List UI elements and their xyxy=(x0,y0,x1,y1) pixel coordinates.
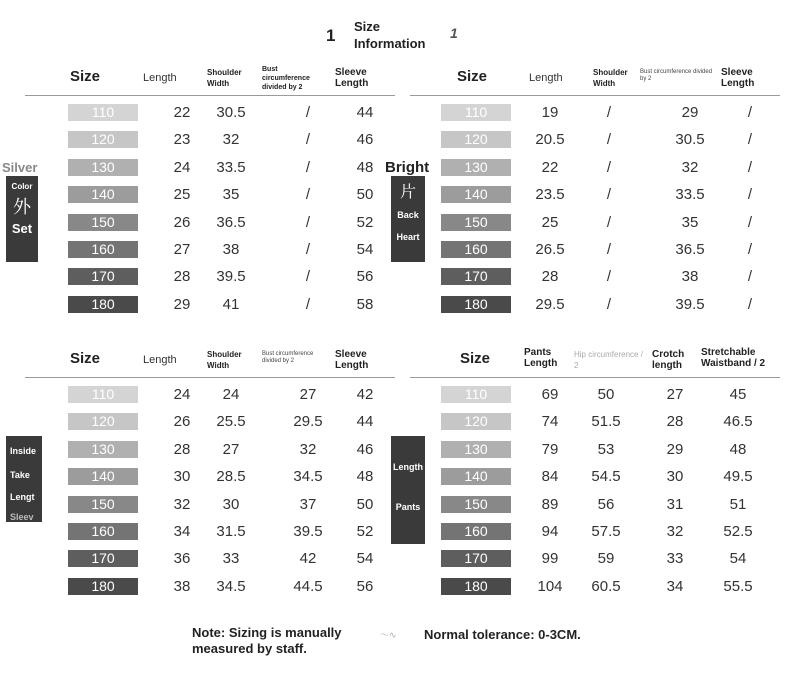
size-cell: 130 xyxy=(68,441,138,458)
sizing-note: Note: Sizing is manually measured by staff. xyxy=(192,625,342,656)
value-cell: 104 xyxy=(537,577,563,595)
header-size: Size xyxy=(70,68,101,85)
value-cell: 36.5 xyxy=(216,213,246,231)
side-label-line: Pants xyxy=(395,502,421,512)
value-cell: / xyxy=(747,131,753,149)
size-cell: 120 xyxy=(441,131,511,148)
value-cell: 36.5 xyxy=(675,241,705,258)
table-row xyxy=(405,413,785,432)
value-cell: 48 xyxy=(356,468,374,486)
value-cell: 51.5 xyxy=(591,413,621,431)
value-cell: 26 xyxy=(173,213,191,231)
value-cell: / xyxy=(606,158,612,176)
side-label-line: Take xyxy=(10,470,30,480)
size-cell: 130 xyxy=(441,441,511,458)
side-label-line: 片 xyxy=(399,184,416,201)
value-cell: 27 xyxy=(173,241,191,258)
side-label-line: Color xyxy=(11,182,33,191)
value-cell: 24 xyxy=(222,386,240,403)
value-cell: 50 xyxy=(356,186,374,204)
value-cell: 52.5 xyxy=(723,523,753,540)
header-sleeve: Sleeve Length xyxy=(335,67,369,89)
tolerance-note: Normal tolerance: 0-3CM. xyxy=(424,627,581,642)
value-cell: / xyxy=(747,158,753,176)
value-cell: 56 xyxy=(597,495,615,513)
table-header xyxy=(20,62,400,94)
value-cell: 27 xyxy=(222,440,240,458)
table-row xyxy=(20,296,400,315)
value-cell: 44 xyxy=(356,104,374,121)
size-cell: 120 xyxy=(68,413,138,430)
value-cell: / xyxy=(305,158,311,176)
value-cell: / xyxy=(606,295,612,313)
value-cell: 48 xyxy=(729,440,747,458)
value-cell: 57.5 xyxy=(591,523,621,540)
value-cell: 32 xyxy=(299,440,317,458)
header-shoulder: Shoulder Width xyxy=(593,68,628,88)
size-cell: 140 xyxy=(441,186,511,203)
value-cell: / xyxy=(747,295,753,313)
size-cell: 150 xyxy=(441,496,511,513)
table-row xyxy=(405,131,785,150)
size-cell: 180 xyxy=(441,578,511,595)
value-cell: 30.5 xyxy=(216,104,246,121)
header-sleeve: Sleeve Length xyxy=(721,67,755,89)
value-cell: 46.5 xyxy=(723,413,753,431)
table-row xyxy=(20,159,400,178)
side-label-line: Lengt xyxy=(10,492,35,502)
value-cell: / xyxy=(747,186,753,204)
size-cell: 170 xyxy=(441,268,511,285)
value-cell: 54.5 xyxy=(591,468,621,486)
header-bust: Bust circumference divided by 2 xyxy=(262,351,314,364)
value-cell: 31.5 xyxy=(216,523,246,540)
table-row xyxy=(20,441,400,460)
value-cell: 28 xyxy=(666,413,684,431)
value-cell: 79 xyxy=(541,440,559,458)
value-cell: 33.5 xyxy=(675,186,705,204)
value-cell: / xyxy=(606,186,612,204)
table-row xyxy=(405,496,785,515)
size-table-bottom-right xyxy=(405,344,785,595)
size-cell: 180 xyxy=(68,296,138,313)
header-crotch: Crotch length xyxy=(652,349,685,371)
value-cell: 24 xyxy=(173,386,191,403)
value-cell: 89 xyxy=(541,495,559,513)
table-row xyxy=(405,441,785,460)
table-row xyxy=(405,214,785,233)
value-cell: 31 xyxy=(666,495,684,513)
value-cell: 22 xyxy=(541,158,559,176)
header-bust: Bust circumference divided by 2 xyxy=(640,69,713,82)
header-shoulder: Shoulder Width xyxy=(207,68,242,88)
value-cell: 29.5 xyxy=(535,295,565,313)
value-cell: 32 xyxy=(681,158,699,176)
value-cell: 20.5 xyxy=(535,131,565,149)
size-cell: 160 xyxy=(68,241,138,258)
value-cell: 52 xyxy=(356,523,374,540)
value-cell: / xyxy=(305,213,311,231)
value-cell: 94 xyxy=(541,523,559,540)
table-row xyxy=(405,104,785,123)
value-cell: 33.5 xyxy=(216,158,246,176)
header-waistband: Stretchable Waistband / 2 xyxy=(701,347,766,369)
table-row xyxy=(20,131,400,150)
size-cell: 160 xyxy=(441,523,511,540)
value-cell: 33 xyxy=(666,550,684,568)
value-cell: 28 xyxy=(541,268,559,286)
value-cell: 38 xyxy=(222,241,240,258)
value-cell: 32 xyxy=(222,131,240,149)
title-line-2: Information xyxy=(354,36,426,51)
table-row xyxy=(20,268,400,287)
value-cell: 60.5 xyxy=(591,577,621,595)
value-cell: 74 xyxy=(541,413,559,431)
header-sleeve: Sleeve Length xyxy=(335,349,369,371)
value-cell: / xyxy=(305,186,311,204)
table-row xyxy=(20,104,400,123)
side-label-line: Inside xyxy=(10,446,37,456)
size-cell: 180 xyxy=(68,578,138,595)
value-cell: / xyxy=(747,104,753,121)
side-label-line: Heart xyxy=(396,232,420,242)
value-cell: 54 xyxy=(356,550,374,568)
table-row xyxy=(405,578,785,597)
table-row xyxy=(405,550,785,569)
decor-mark: 〜∿ xyxy=(380,630,397,640)
value-cell: 30 xyxy=(666,468,684,486)
value-cell: 28.5 xyxy=(216,468,246,486)
size-cell: 180 xyxy=(441,296,511,313)
header-length: Length xyxy=(143,72,177,84)
header-bust: Bust circumference divided by 2 xyxy=(262,66,310,91)
value-cell: 30.5 xyxy=(675,131,705,149)
table-row xyxy=(20,214,400,233)
value-cell: 36 xyxy=(173,550,191,568)
value-cell: 54 xyxy=(356,241,374,258)
value-cell: 48 xyxy=(356,158,374,176)
side-label-line: Back xyxy=(397,210,419,220)
header-length: Length xyxy=(529,72,563,84)
value-cell: 56 xyxy=(356,268,374,286)
value-cell: 46 xyxy=(356,131,374,149)
size-cell: 160 xyxy=(441,241,511,258)
table-row xyxy=(20,496,400,515)
header-divider xyxy=(410,95,780,96)
value-cell: / xyxy=(747,268,753,286)
value-cell: 39.5 xyxy=(293,523,323,540)
value-cell: 27 xyxy=(666,386,684,403)
size-cell: 160 xyxy=(68,523,138,540)
value-cell: 42 xyxy=(299,550,317,568)
table-row xyxy=(405,386,785,405)
value-cell: 25 xyxy=(541,213,559,231)
value-cell: / xyxy=(305,241,311,258)
side-label-silver xyxy=(6,176,38,262)
table-row xyxy=(20,523,400,542)
value-cell: 22 xyxy=(173,104,191,121)
table-row xyxy=(20,468,400,487)
value-cell: 52 xyxy=(356,213,374,231)
value-cell: / xyxy=(747,213,753,231)
value-cell: / xyxy=(606,213,612,231)
size-cell: 170 xyxy=(68,268,138,285)
side-label-line: Sleev xyxy=(10,512,34,522)
value-cell: 32 xyxy=(173,495,191,513)
size-table-top-left xyxy=(20,62,400,313)
table-row xyxy=(20,578,400,597)
size-cell: 140 xyxy=(68,186,138,203)
value-cell: 51 xyxy=(729,495,747,513)
title-line-1: Size xyxy=(354,19,381,34)
table-row xyxy=(20,386,400,405)
size-cell: 110 xyxy=(441,386,511,403)
value-cell: 27 xyxy=(299,386,317,403)
table-row xyxy=(405,268,785,287)
value-cell: 50 xyxy=(597,386,615,403)
size-cell: 130 xyxy=(441,159,511,176)
table-row xyxy=(405,241,785,260)
value-cell: 23 xyxy=(173,131,191,149)
table-row xyxy=(405,468,785,487)
size-cell: 150 xyxy=(441,214,511,231)
value-cell: / xyxy=(606,241,612,258)
side-label-line: Length xyxy=(393,462,423,472)
table-header xyxy=(405,344,785,376)
value-cell: 34 xyxy=(666,577,684,595)
value-cell: 34.5 xyxy=(216,577,246,595)
value-cell: 39.5 xyxy=(675,295,705,313)
size-table-bottom-left xyxy=(20,344,400,595)
value-cell: 35 xyxy=(222,186,240,204)
value-cell: 53 xyxy=(597,440,615,458)
value-cell: 55.5 xyxy=(723,577,753,595)
value-cell: 26.5 xyxy=(535,241,565,258)
value-cell: 42 xyxy=(356,386,374,403)
table-row xyxy=(405,159,785,178)
size-cell: 170 xyxy=(68,550,138,567)
size-table-top-right xyxy=(405,62,785,313)
size-cell: 110 xyxy=(68,386,138,403)
table-row xyxy=(20,413,400,432)
value-cell: 30 xyxy=(222,495,240,513)
table-row xyxy=(20,550,400,569)
value-cell: 29 xyxy=(666,440,684,458)
size-cell: 150 xyxy=(68,496,138,513)
side-label-line: 外 xyxy=(13,197,31,217)
value-cell: 39.5 xyxy=(216,268,246,286)
value-cell: 99 xyxy=(541,550,559,568)
value-cell: 25.5 xyxy=(216,413,246,431)
value-cell: 50 xyxy=(356,495,374,513)
table-row xyxy=(405,186,785,205)
size-cell: 130 xyxy=(68,159,138,176)
size-cell: 140 xyxy=(68,468,138,485)
value-cell: 30 xyxy=(173,468,191,486)
table-row xyxy=(405,523,785,542)
header-divider xyxy=(25,377,395,378)
header-size: Size xyxy=(460,350,491,367)
size-cell: 150 xyxy=(68,214,138,231)
value-cell: 24 xyxy=(173,158,191,176)
value-cell: / xyxy=(606,268,612,286)
side-label-silver-top: Silver xyxy=(2,160,38,175)
value-cell: 32 xyxy=(666,523,684,540)
value-cell: 54 xyxy=(729,550,747,568)
header-hip: Hip circumference / 2 xyxy=(574,350,643,370)
value-cell: / xyxy=(606,131,612,149)
table-header xyxy=(20,344,400,376)
header-length: Length xyxy=(143,354,177,366)
value-cell: 41 xyxy=(222,295,240,313)
value-cell: 46 xyxy=(356,440,374,458)
title-mark: 1 xyxy=(450,25,458,41)
value-cell: 44 xyxy=(356,413,374,431)
header-divider xyxy=(25,95,395,96)
side-label-pants xyxy=(391,436,425,544)
side-label-bright-top: Bright xyxy=(385,159,430,176)
value-cell: 35 xyxy=(681,213,699,231)
size-cell: 170 xyxy=(441,550,511,567)
value-cell: 84 xyxy=(541,468,559,486)
value-cell: 56 xyxy=(356,577,374,595)
header-size: Size xyxy=(70,350,101,367)
header-shoulder: Shoulder Width xyxy=(207,350,242,370)
value-cell: / xyxy=(606,104,612,121)
value-cell: / xyxy=(305,295,311,313)
value-cell: 29 xyxy=(173,295,191,313)
value-cell: 29.5 xyxy=(293,413,323,431)
value-cell: 38 xyxy=(681,268,699,286)
value-cell: 69 xyxy=(541,386,559,403)
side-label-bright xyxy=(391,176,425,262)
value-cell: 28 xyxy=(173,440,191,458)
value-cell: 34 xyxy=(173,523,191,540)
page-title xyxy=(354,18,426,52)
value-cell: 44.5 xyxy=(293,577,323,595)
table-header xyxy=(405,62,785,94)
value-cell: / xyxy=(747,241,753,258)
value-cell: 37 xyxy=(299,495,317,513)
size-cell: 120 xyxy=(441,413,511,430)
value-cell: 45 xyxy=(729,386,747,403)
value-cell: 23.5 xyxy=(535,186,565,204)
value-cell: 38 xyxy=(173,577,191,595)
side-label-line: Set xyxy=(11,221,33,236)
value-cell: 26 xyxy=(173,413,191,431)
value-cell: 58 xyxy=(356,295,374,313)
value-cell: / xyxy=(305,131,311,149)
value-cell: / xyxy=(305,268,311,286)
table-row xyxy=(20,241,400,260)
size-cell: 110 xyxy=(68,104,138,121)
side-label-inside-take xyxy=(6,436,42,522)
header-pants-length: Pants Length xyxy=(524,347,558,369)
size-cell: 120 xyxy=(68,131,138,148)
value-cell: 28 xyxy=(173,268,191,286)
value-cell: 33 xyxy=(222,550,240,568)
value-cell: 59 xyxy=(597,550,615,568)
value-cell: 25 xyxy=(173,186,191,204)
header-divider xyxy=(410,377,780,378)
value-cell: 29 xyxy=(681,104,699,121)
value-cell: 49.5 xyxy=(723,468,753,486)
header-size: Size xyxy=(457,68,488,85)
title-number: 1 xyxy=(326,26,336,45)
size-cell: 140 xyxy=(441,468,511,485)
value-cell: / xyxy=(305,104,311,121)
value-cell: 34.5 xyxy=(293,468,323,486)
size-cell: 110 xyxy=(441,104,511,121)
table-row xyxy=(20,186,400,205)
table-row xyxy=(405,296,785,315)
value-cell: 19 xyxy=(541,104,559,121)
